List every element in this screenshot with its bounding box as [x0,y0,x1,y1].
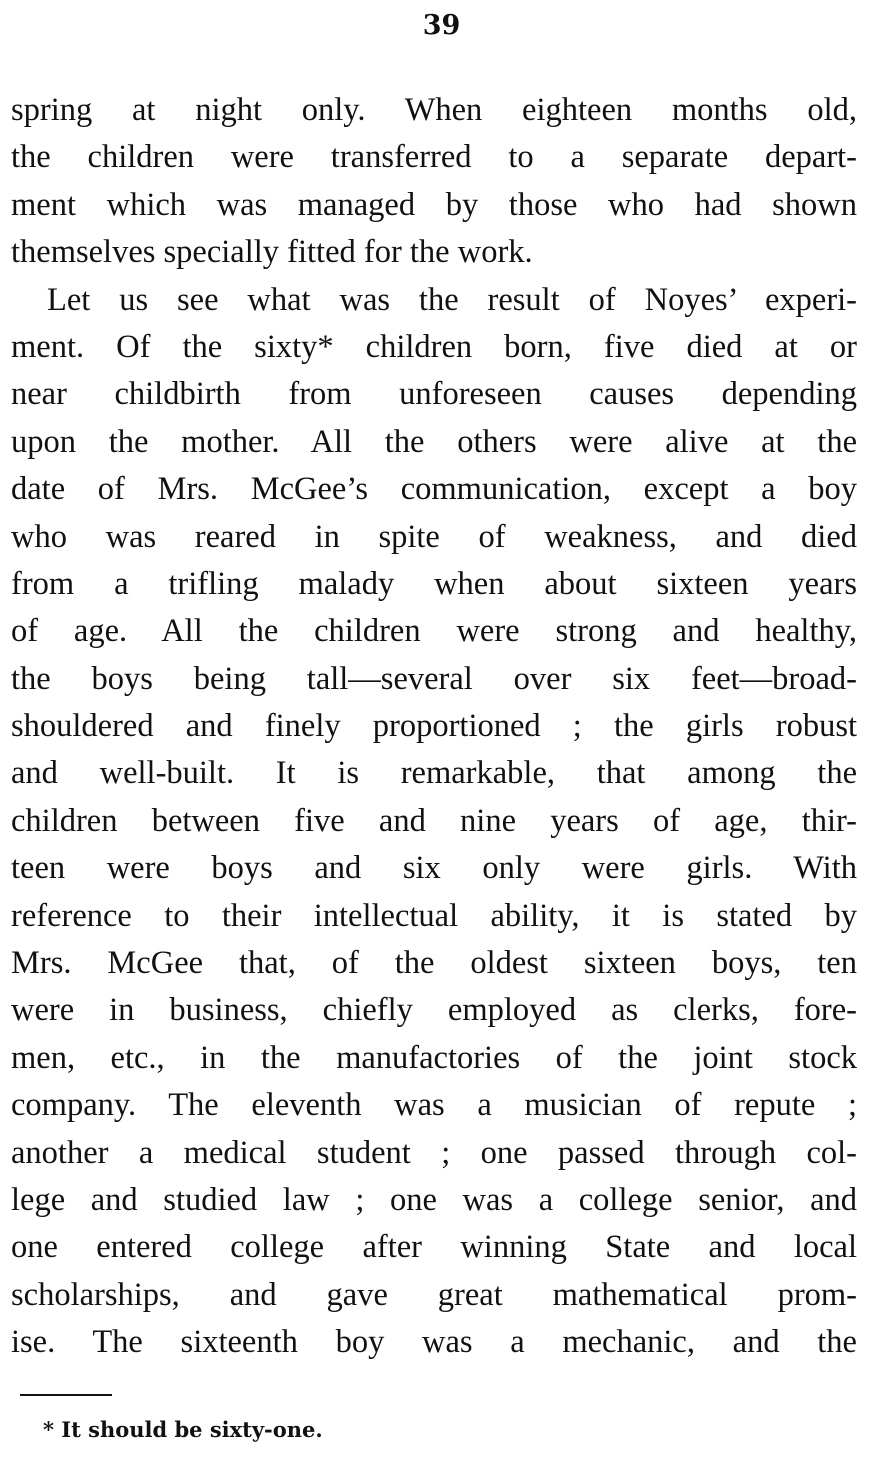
text-line: ment. Of the sixty* children born, five died at or [11,328,857,365]
text-line: children between five and nine years of age, thir- [11,802,857,839]
text-line: date of Mrs. McGee’s communication, except a boy [11,471,857,508]
text-line: near childbirth from unforeseen causes depending [11,376,857,413]
text-line: the children were transferred to a separate depart- [11,139,857,176]
text-line: one entered college after winning State and local [11,1229,857,1266]
body-text [11,87,857,1367]
text-line: Mrs. McGee that, of the oldest sixteen boys, ten [11,945,857,982]
text-line: teen were boys and six only were girls. With [11,850,857,887]
text-line: themselves specially fitted for the work. [11,234,533,271]
text-line: lege and studied law ; one was a college senior, and [11,1181,857,1218]
text-line: men, etc., in the manufactories of the joint stock [11,1039,857,1076]
text-line: from a trifling malady when about sixteen years [11,565,857,602]
text-line: shouldered and finely proportioned ; the girls robust [11,708,857,745]
text-line: ise. The sixteenth boy was a mechanic, and the [11,1324,857,1361]
footnote: * It should be sixty-one. [43,1417,323,1442]
footnote-rule [20,1394,112,1396]
text-line: were in business, chiefly employed as clerks, fore- [11,992,857,1029]
text-line: another a medical student ; one passed through col- [11,1134,857,1171]
text-line: reference to their intellectual ability, it is stated by [11,897,857,934]
text-line: who was reared in spite of weakness, and died [11,518,857,555]
text-line: the boys being tall—several over six feet—broad- [11,660,857,697]
text-line: and well-built. It is remarkable, that among the [11,755,857,792]
text-line: upon the mother. All the others were alive at the [11,423,857,460]
text-line: company. The eleventh was a musician of repute ; [11,1087,857,1124]
text-line: spring at night only. When eighteen months old, [11,92,857,128]
text-line: of age. All the children were strong and healthy, [11,613,857,650]
text-line: scholarships, and gave great mathematical prom- [11,1276,857,1313]
page-number: 39 [422,10,461,41]
text-line: ment which was managed by those who had shown [11,186,857,223]
text-line: Let us see what was the result of Noyes’ experi- [47,281,857,318]
